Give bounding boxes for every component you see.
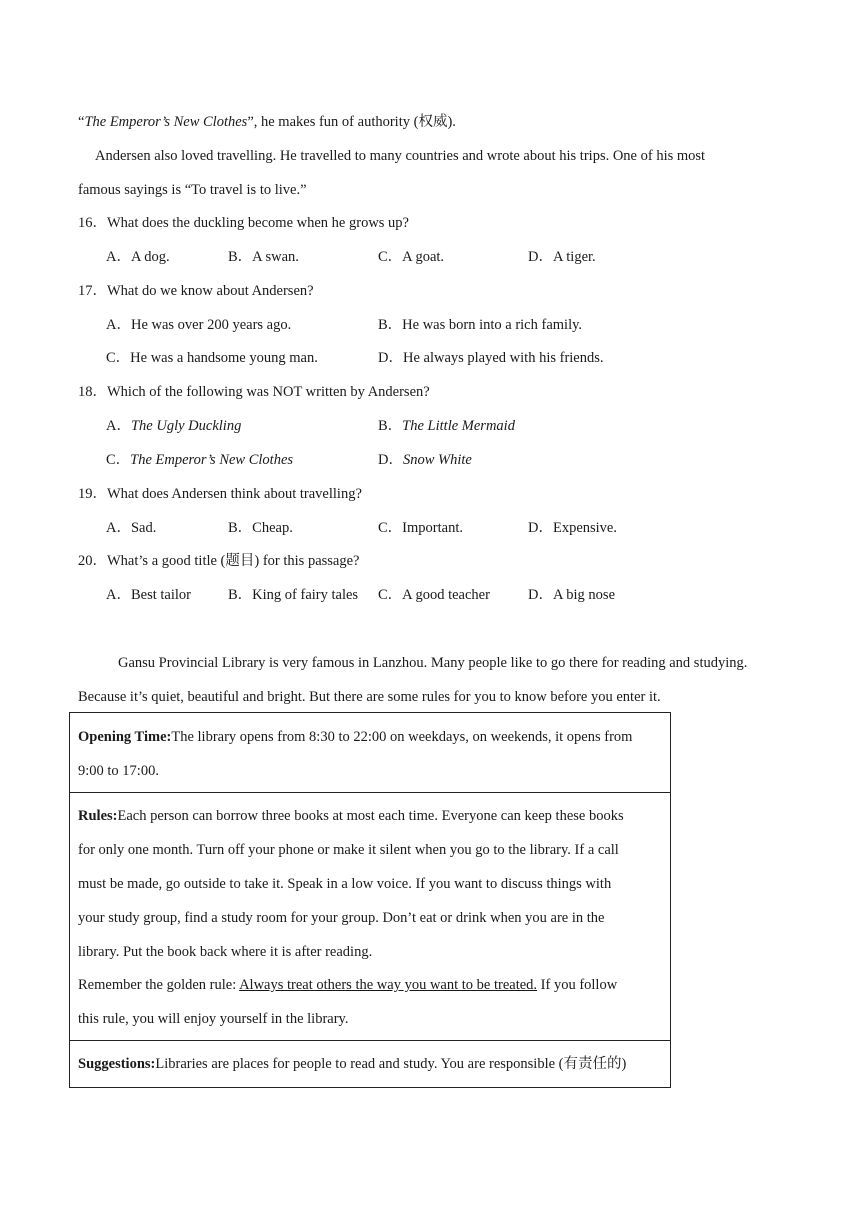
- golden-rule-prefix: Remember the golden rule:: [78, 977, 240, 993]
- option-letter: D．: [378, 452, 403, 468]
- q16-option-c: C．A goat.: [378, 249, 445, 265]
- rules-line-3: must be made, go outside to take it. Speak in a low voice. If you want to discuss things with: [78, 876, 612, 892]
- suggestions-line-1: [78, 1054, 626, 1074]
- question-16: [78, 213, 409, 233]
- q16-option-d: D．A tiger.: [528, 249, 596, 265]
- question-number: 19．: [78, 486, 107, 502]
- question-number: 17．: [78, 283, 107, 299]
- table-cell-opening-time: [69, 712, 671, 793]
- option-letter: B．: [378, 418, 403, 434]
- book-title: The Emperor’s New Clothes: [84, 114, 248, 130]
- rules-line-2: for only one month. Turn off your phone or make it silent when you go to the library. If a call: [78, 842, 619, 858]
- q20-option-c: C．A good teacher: [378, 587, 490, 603]
- question-text: Which of the following was NOT written by Andersen?: [107, 384, 430, 400]
- rules-label: Rules:: [78, 808, 118, 824]
- q16-option-a: A．A dog.: [106, 249, 170, 265]
- q17-option-c: C．He was a handsome young man.: [106, 350, 318, 366]
- golden-rule-line-1: [78, 975, 617, 995]
- option-letter: C．: [106, 452, 131, 468]
- question-text: What does Andersen think about travelling?: [107, 486, 362, 502]
- question-18: [78, 382, 430, 402]
- golden-rule-line-2: this rule, you will enjoy yourself in the library.: [78, 1011, 349, 1027]
- question-17: [78, 281, 314, 301]
- q20-option-a: A．Best tailor: [106, 587, 191, 603]
- q18-option-a: [106, 416, 241, 436]
- question-20: [78, 551, 359, 571]
- q20-option-d: D．A big nose: [528, 587, 615, 603]
- passage2-line-1: Gansu Provincial Library is very famous in Lanzhou. Many people like to go there for reading and studying.: [118, 655, 748, 671]
- rules-line-4: your study group, find a study room for your group. Don’t eat or drink when you are in the: [78, 910, 605, 926]
- rules-line-1: [78, 806, 624, 826]
- question-number: 18．: [78, 384, 107, 400]
- q19-option-b: B．Cheap.: [228, 520, 293, 536]
- quote-open: “: [78, 114, 85, 130]
- q17-option-b: B．He was born into a rich family.: [378, 317, 583, 333]
- passage1-line-3: famous sayings is “To travel is to live.”: [78, 182, 307, 198]
- rules-line-5: library. Put the book back where it is after reading.: [78, 944, 373, 960]
- question-text: What do we know about Andersen?: [107, 283, 314, 299]
- option-title: Snow White: [402, 452, 472, 468]
- golden-rule-suffix: If you follow: [537, 977, 618, 993]
- opening-time-text: The library opens from 8:30 to 22:00 on weekdays, on weekends, it opens from: [171, 729, 633, 745]
- q18-option-c: [106, 450, 293, 470]
- opening-time-label: Opening Time:: [78, 729, 172, 745]
- q16-option-b: B．A swan.: [228, 249, 299, 265]
- opening-time-line-1: [78, 727, 632, 747]
- golden-rule-text: Always treat others the way you want to be treated.: [239, 977, 538, 993]
- suggestions-label: Suggestions:: [78, 1056, 156, 1072]
- option-title: The Emperor’s New Clothes: [130, 452, 294, 468]
- passage2-line-2: Because it’s quiet, beautiful and bright. But there are some rules for you to know before you enter it.: [78, 689, 661, 705]
- question-text: What does the duckling become when he grows up?: [107, 215, 409, 231]
- q18-option-d: [378, 450, 472, 470]
- question-text: What’s a good title (题目) for this passage?: [107, 553, 360, 569]
- q17-option-d: D．He always played with his friends.: [378, 350, 604, 366]
- option-title: The Ugly Duckling: [130, 418, 242, 434]
- q19-option-c: C．Important.: [378, 520, 463, 536]
- rules-text: Each person can borrow three books at most each time. Everyone can keep these books: [117, 808, 624, 824]
- q19-option-d: D．Expensive.: [528, 520, 617, 536]
- option-letter: A．: [106, 418, 131, 434]
- opening-time-line-2: 9:00 to 17:00.: [78, 763, 159, 779]
- passage1-line-1-rest: ”, he makes fun of authority (权威).: [247, 114, 456, 130]
- passage1-line-1: [78, 112, 456, 132]
- passage1-line-2: Andersen also loved travelling. He travelled to many countries and wrote about his trips. One of his most: [95, 148, 706, 164]
- question-number: 16．: [78, 215, 107, 231]
- q18-option-b: [378, 416, 515, 436]
- question-19: [78, 484, 362, 504]
- q20-option-b: B．King of fairy tales: [228, 587, 359, 603]
- question-number: 20．: [78, 553, 107, 569]
- suggestions-text: Libraries are places for people to read and study. You are responsible (有责任的): [155, 1056, 627, 1072]
- q17-option-a: A．He was over 200 years ago.: [106, 317, 292, 333]
- q19-option-a: A．Sad.: [106, 520, 157, 536]
- option-title: The Little Mermaid: [402, 418, 515, 434]
